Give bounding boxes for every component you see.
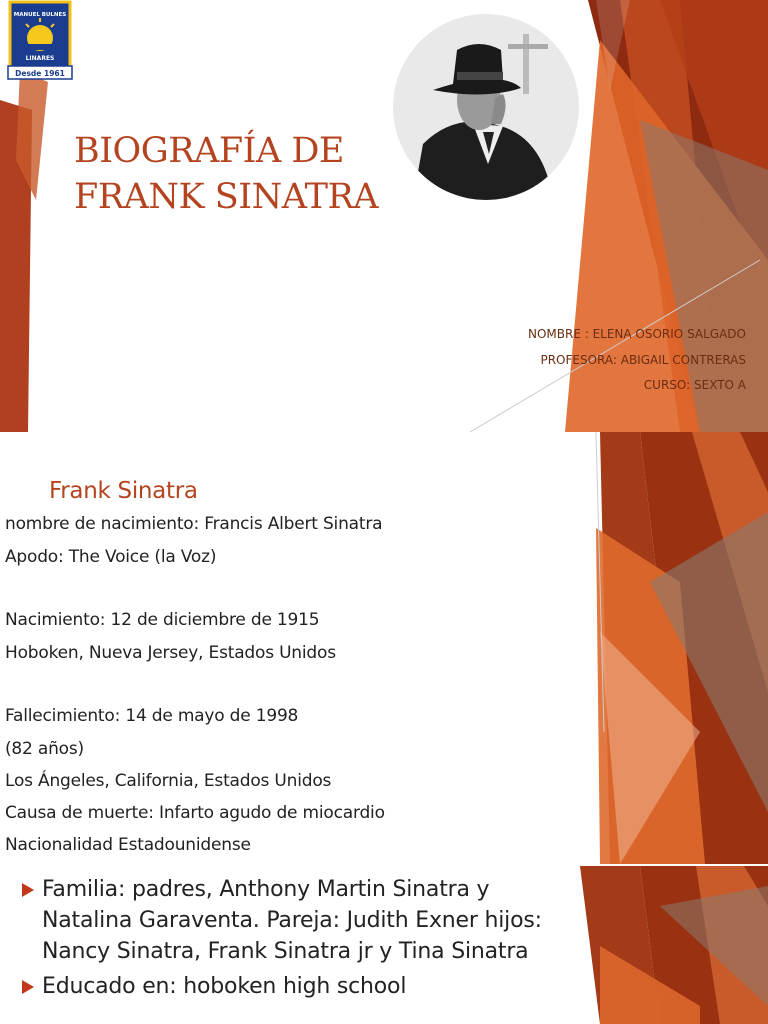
page-title: [74, 128, 378, 220]
bullet-arrow-icon: [22, 980, 34, 994]
family-slide: [0, 866, 768, 1024]
bio-cause-of-death: Causa de muerte: Infarto agudo de miocardio: [5, 803, 385, 823]
bullet-arrow-icon: [22, 883, 34, 897]
family-list: [20, 874, 560, 1002]
title-slide: [0, 0, 768, 432]
bio-birth-date: Nacimiento: 12 de diciembre de 1915: [5, 610, 320, 630]
bio-birth-place: Hoboken, Nueva Jersey, Estados Unidos: [5, 643, 336, 663]
school-logo: [2, 0, 78, 90]
bio-slide: [0, 432, 768, 864]
bio-nickname: Apodo: The Voice (la Voz): [5, 547, 217, 567]
portrait-photo: [393, 14, 579, 200]
bio-birth-name: nombre de nacimiento: Francis Albert Sinatra: [5, 514, 383, 534]
logo-arc-text: MANUEL BULNES: [13, 12, 67, 18]
logo-since: Desde 1961: [15, 69, 65, 78]
bio-death-place: Los Ángeles, California, Estados Unidos: [5, 771, 332, 791]
logo-city: LINARES: [25, 55, 55, 62]
author-info: [528, 322, 746, 399]
education-text: Educado en: hoboken high school: [42, 974, 407, 999]
student-name: NOMBRE : ELENA OSORIO SALGADO: [527, 327, 746, 341]
bio-age: (82 años): [5, 739, 84, 759]
list-item: [20, 874, 560, 967]
list-item: [20, 971, 560, 1002]
title-line-2: FRANK SINATRA: [74, 177, 379, 217]
bio-nationality: Nacionalidad Estadounidense: [5, 835, 251, 855]
teacher-name: PROFESORA: ABIGAIL CONTRERAS: [540, 352, 746, 367]
bio-death-date: Fallecimiento: 14 de mayo de 1998: [5, 706, 299, 726]
course-name: CURSO: SEXTO A: [643, 378, 746, 392]
title-line-1: BIOGRAFÍA DE: [74, 131, 344, 171]
section-heading: Frank Sinatra: [49, 478, 198, 504]
family-text: Familia: padres, Anthony Martin Sinatra y Natalina Garaventa. Pareja: Judith Exner hijos: Nancy Sinatra, Frank Sinatra jr y Tina Sinatra: [42, 877, 542, 964]
